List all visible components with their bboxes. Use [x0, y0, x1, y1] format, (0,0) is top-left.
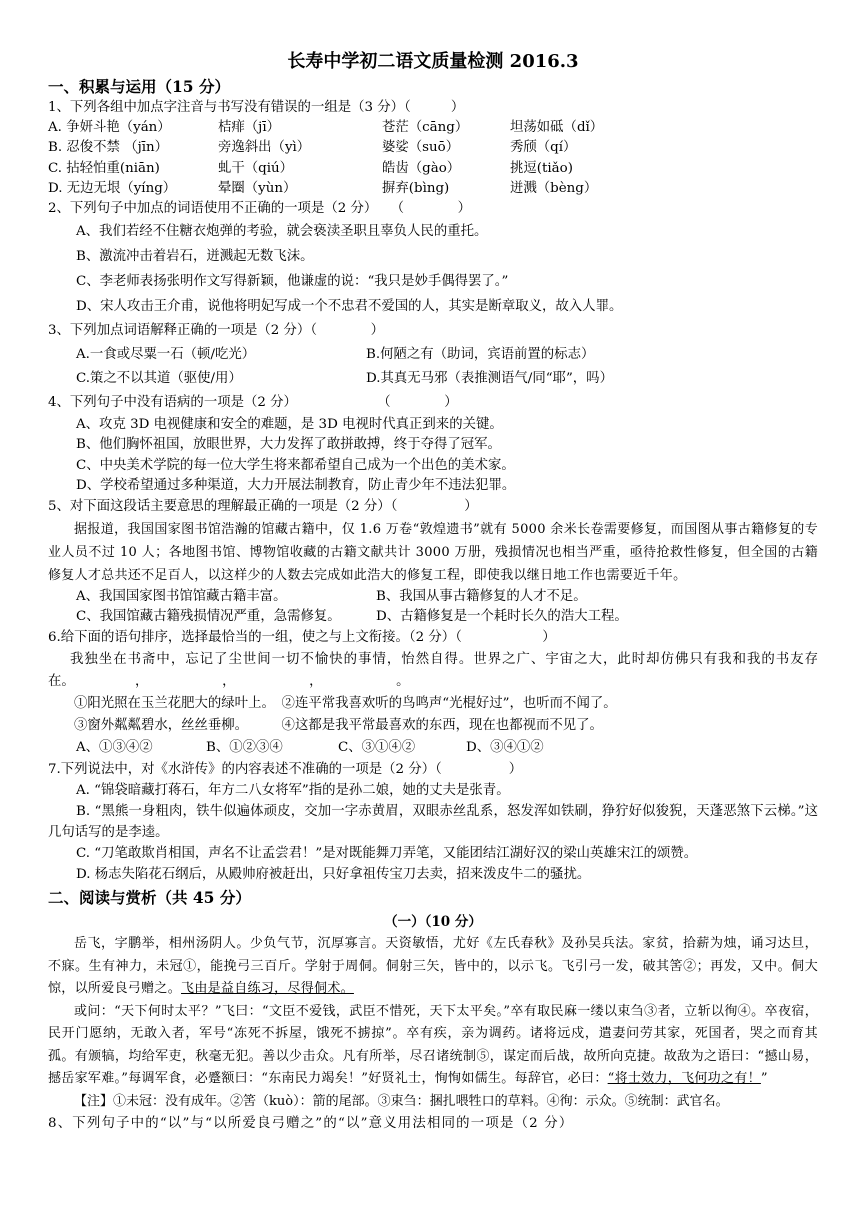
q6-stem: 6.给下面的语句排序，选择最恰当的一组，使之与上文衔接。（2 分）（ ）	[48, 630, 556, 646]
q3-option-b: B.何陋之有（助词，宾语前置的标志）	[366, 347, 595, 363]
section2-heading: 二、阅读与赏析（共 45 分）	[48, 888, 251, 908]
q3-options	[48, 343, 818, 391]
q4-option-d: D、学校希望通过多种渠道，大力开展法制教育，防止青少年不违法犯罪。	[76, 477, 516, 493]
q6-option-a: A、①③④②	[76, 740, 153, 756]
q7-option-a: A. “锦袋暗藏打蒋石，年方二八女将军”指的是孙二娘，她的丈夫是张青。	[76, 783, 510, 799]
q1-b2: 旁逸斜出（yì）	[218, 140, 311, 156]
q1-d2: 晕圈（yùn）	[218, 180, 297, 196]
q6-line-2: ③窗外粼粼碧水，丝丝垂柳。 ④这都是我平常最喜欢的东西，现在也都视而不见了。	[74, 718, 603, 734]
annotation-note: 【注】①未冠：没有成年。②筈（kuò）：箭的尾部。③束刍：捆扎喂牲口的草料。④徇：示众。⑤统制：武官名。	[74, 1093, 729, 1109]
passage-p1-text: 岳飞，字鹏举，相州汤阴人。少负气节，沉厚寡言。天资敏悟，尤好《左氏春秋》及孙吴兵法。家贫，拾薪为烛，诵习达旦，不寐。生有神力，未冠①，能挽弓三百斤。学射于周侗。侗射三矢，皆中的，以示飞。飞引弓一发，破其筈②；再发，又中。侗大惊，以所爱良弓赠之。	[48, 936, 818, 997]
q1-c1: C. 拈轻怕重(niān)	[48, 160, 160, 176]
q3-option-c: C.策之不以其道（驱使/用）	[76, 371, 242, 387]
q3-stem: 3、下列加点词语解释正确的一项是（2 分）（ ）	[48, 323, 384, 339]
q5-option-c: C、我国馆藏古籍残损情况严重，急需修复。	[76, 609, 341, 625]
q3-option-d: D.其真无马邪（表推测语气/同“耶”，吗）	[366, 371, 613, 387]
q1-d1: D. 无边无垠（yíng）	[48, 180, 177, 196]
q5-passage: 据报道，我国国家图书馆浩瀚的馆藏古籍中，仅 1.6 万卷“敦煌遗书”就有 5000 余米长卷需要修复，而国图从事古籍修复的专业人员不过 10 人；各地图书馆、博物馆收藏的古籍文献共计 3000 万册，残损情况也相当严重，亟待抢救性修复，但全国的古籍修复人才总共还不足百人，以这样少的人数去完成如此浩大的修复工程，即使我以继日地工作也需要近千年。	[48, 522, 818, 584]
q7-option-d: D. 杨志失陷花石纲后，从殿帅府被赶出，只好拿祖传宝刀去卖，招来泼皮牛二的骚扰。	[76, 867, 591, 883]
passage-p2-text: 或问：“天下何时太平？”飞曰：“文臣不爱钱，武臣不惜死，天下太平矣。”卒有取民麻一缕以束刍③者，立斩以徇④。卒夜宿，民开门愿纳，无敢入者，军号“冻死不拆屋，饿死不掳掠”。卒有疾，亲为调药。诸将远戍，遣妻问劳其家，死国者，哭之而育其孤。有颁犒，均给军吏，秋毫无犯。善以少击众。凡有所举，尽召诸统制⑤，谋定而后战，故所向克捷。故敌为之语曰：“撼山易，撼岳家军难。”每调军食，必蹙额曰：“东南民力竭矣！”好贤礼士，恂恂如儒生。每辞官，必曰：	[48, 1003, 818, 1087]
passage-p1-underlined: 飞由是益自练习，尽得侗术。	[181, 981, 354, 997]
q1-b1: B. 忍俊不禁 （jīn）	[48, 140, 169, 156]
q6-line-1: ①阳光照在玉兰花肥大的绿叶上。 ②连平常我喜欢听的鸟鸣声“光棍好过”，也听而不闻了。	[74, 696, 617, 712]
q6-option-c: C、③①④②	[338, 740, 416, 756]
q6-option-b: B、①②③④	[206, 740, 283, 756]
q7-stem: 7.下列说法中，对《水浒传》的内容表述不准确的一项是（2 分）（ ）	[48, 762, 523, 778]
q6-option-d: D、③④①②	[466, 740, 544, 756]
section1-heading: 一、积累与运用（15 分）	[48, 77, 230, 96]
q1-c2: 虬干（qiú）	[218, 160, 294, 176]
q1-b4: 秀颀（qí）	[510, 140, 577, 156]
q7-option-c: C. “刀笔敢欺肖相国，声名不让孟尝君！”是对既能舞刀弄笔，又能团结江湖好汉的梁山英雄宋江的颂赞。	[76, 846, 698, 862]
q1-a1: A. 争妍斗艳（yán）	[48, 120, 171, 136]
reading-part-1-title: （一）（10 分）	[384, 914, 482, 931]
q5-options	[48, 587, 818, 627]
passage-p2-underlined: “将士效力，飞何功之有！	[607, 1071, 761, 1087]
q2-stem: 2、下列句子中加点的词语使用不正确的一项是（2 分） （ ）	[48, 201, 472, 217]
q1-options	[48, 118, 818, 199]
exam-page	[48, 48, 818, 1135]
q4-option-c: C、中央美术学院的每一位大学生将来都希望自己成为一个出色的美术家。	[76, 457, 515, 473]
q2-option-c: C、李老师表扬张明作文写得新颖，他谦虚的说：“我只是妙手偶得罢了。”	[76, 274, 509, 290]
q5-option-b: B、我国从事古籍修复的人才不足。	[376, 589, 587, 605]
classical-passage-p2	[48, 1001, 818, 1091]
page-title: 长寿中学初二语文质量检测 2016.3	[287, 51, 579, 72]
q7-option-b: B. “黑熊一身粗肉，铁牛似遍体顽皮，交加一字赤黄眉，双眼赤丝乱系，怒发浑如铁刷，狰狞好似狻猊，天蓬恶煞下云梯。”这几句话写的是李逵。	[48, 804, 818, 841]
q1-a3: 苍茫（cāng）	[382, 120, 469, 136]
q4-stem: 4、下列句子中没有语病的一项是（2 分） （ ）	[48, 395, 458, 411]
q1-a4: 坦荡如砥（dǐ）	[510, 120, 604, 136]
q2-option-d: D、宋人攻击王介甫，说他将明妃写成一个不忠君不爱国的人，其实是断章取义，故入人罪。	[76, 299, 623, 315]
q1-a2: 桔痱（jī）	[218, 120, 280, 136]
passage-p2-end: ”	[760, 1071, 768, 1087]
q2-option-a: A、我们若经不住糖衣炮弹的考验，就会亵渎圣职且辜负人民的重托。	[76, 224, 488, 240]
q6-passage: 我独坐在书斋中，忘记了尘世间一切不愉快的事情，怡然自得。世界之广、宇宙之大，此时却仿佛只有我和我的书友存在。 ， ， ， 。	[48, 652, 818, 690]
q1-stem: 1、下列各组中加点字注音与书写没有错误的一组是（3 分）（ ）	[48, 100, 465, 115]
q5-stem: 5、对下面这段话主要意思的理解最正确的一项是（2 分）（ ）	[48, 499, 478, 515]
q3-option-a: A.一食或尽粟一石（顿/吃光）	[76, 347, 256, 363]
q2-option-b: B、激流冲击着岩石，迸溅起无数飞沫。	[76, 249, 314, 265]
q4-option-b: B、他们胸怀祖国，放眼世界，大力发挥了敢拼敢搏，终于夺得了冠军。	[76, 437, 501, 453]
q5-option-a: A、我国国家图书馆馆藏古籍丰富。	[76, 589, 287, 605]
q1-b3: 婆娑（suō）	[382, 140, 460, 156]
q5-option-d: D、古籍修复是一个耗时长久的浩大工程。	[376, 609, 628, 625]
q1-c4: 挑逗(tiǎo)	[510, 160, 573, 176]
q4-option-a: A、攻克 3D 电视健康和安全的难题，是 3D 电视时代真正到来的关键。	[76, 417, 503, 433]
q1-d3: 摒弃(bìng)	[382, 180, 450, 196]
q6-options	[48, 737, 818, 759]
q1-c3: 皓齿（gào）	[382, 160, 461, 176]
classical-passage-p1	[48, 933, 818, 1001]
q1-d4: 迸溅（bèng）	[510, 180, 598, 196]
q8-stem: 8、下列句子中的“以”与“以所爱良弓赠之”的“以”意义用法相同的一项是（2 分）	[48, 1115, 574, 1131]
